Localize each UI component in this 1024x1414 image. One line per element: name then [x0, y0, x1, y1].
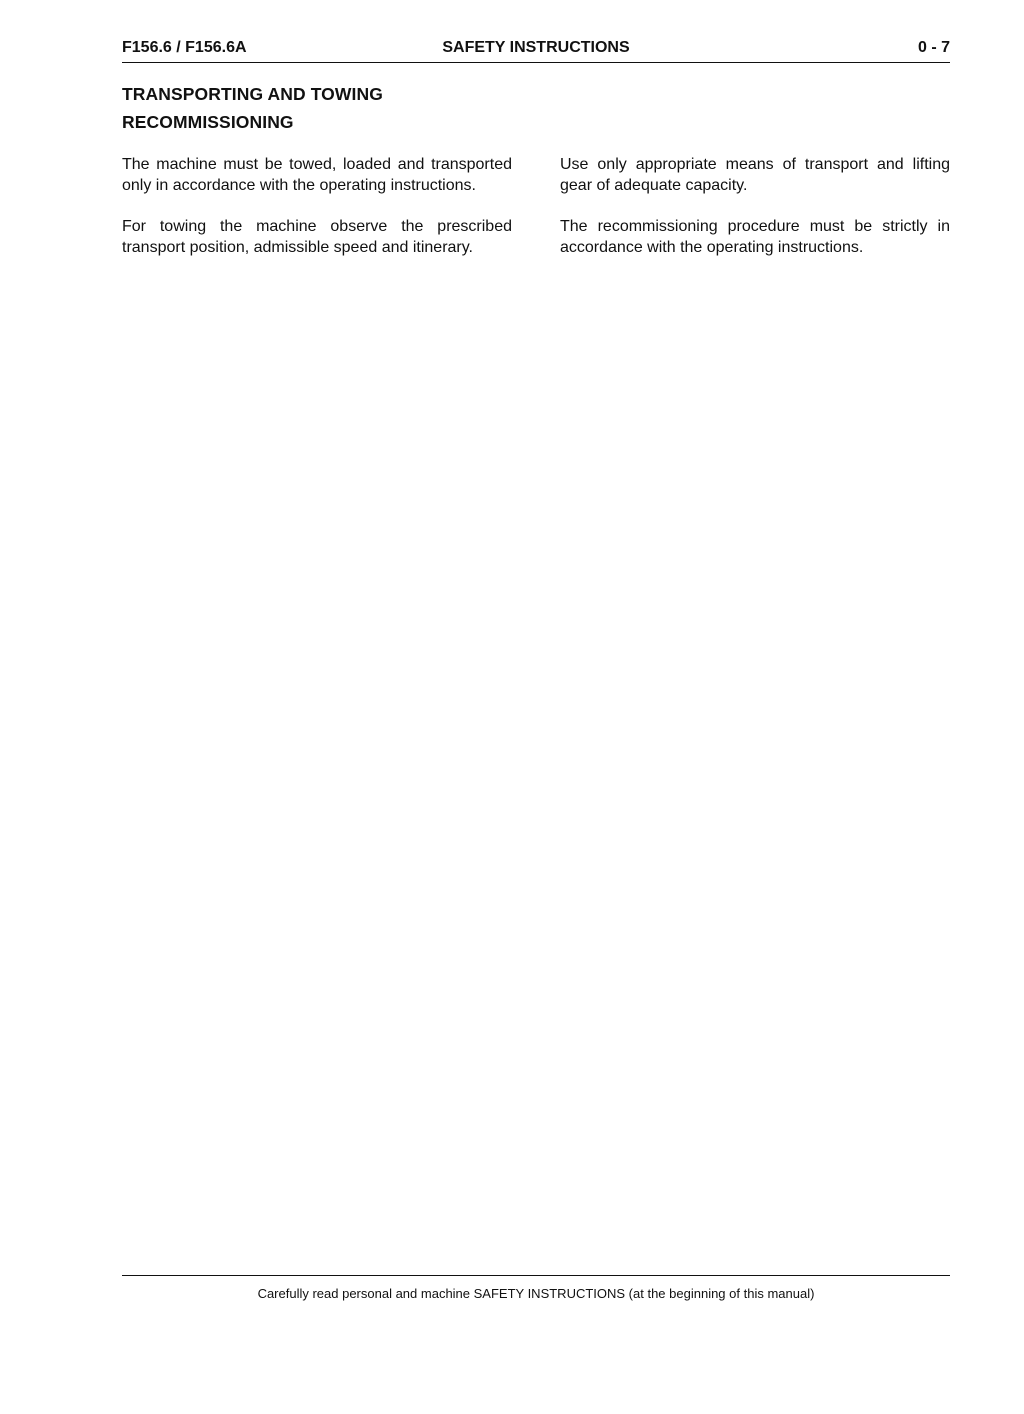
heading-recommissioning: RECOMMISSIONING	[122, 112, 294, 132]
header-divider	[122, 62, 950, 63]
paragraph-transport-means: Use only appropriate means of transport and lifting gear of adequate capacity.	[560, 156, 950, 194]
section-title: SAFETY INSTRUCTIONS	[442, 39, 630, 56]
heading-transporting-towing: TRANSPORTING AND TOWING	[122, 84, 383, 104]
footer-divider	[122, 1275, 950, 1276]
footer-note: Carefully read personal and machine SAFETY INSTRUCTIONS (at the beginning of this manual)	[257, 1286, 815, 1301]
page-number: 0 - 7	[917, 39, 950, 56]
page-header	[122, 37, 950, 59]
model-number: F156.6 / F156.6A	[122, 39, 247, 56]
paragraph-towing-position: For towing the machine observe the prescribed transport position, admissible speed and itinerary.	[122, 218, 512, 256]
paragraph-recommissioning-procedure: The recommissioning procedure must be strictly in accordance with the operating instructions.	[560, 218, 950, 256]
paragraph-towing-loading: The machine must be towed, loaded and transported only in accordance with the operating instructions.	[122, 156, 512, 194]
